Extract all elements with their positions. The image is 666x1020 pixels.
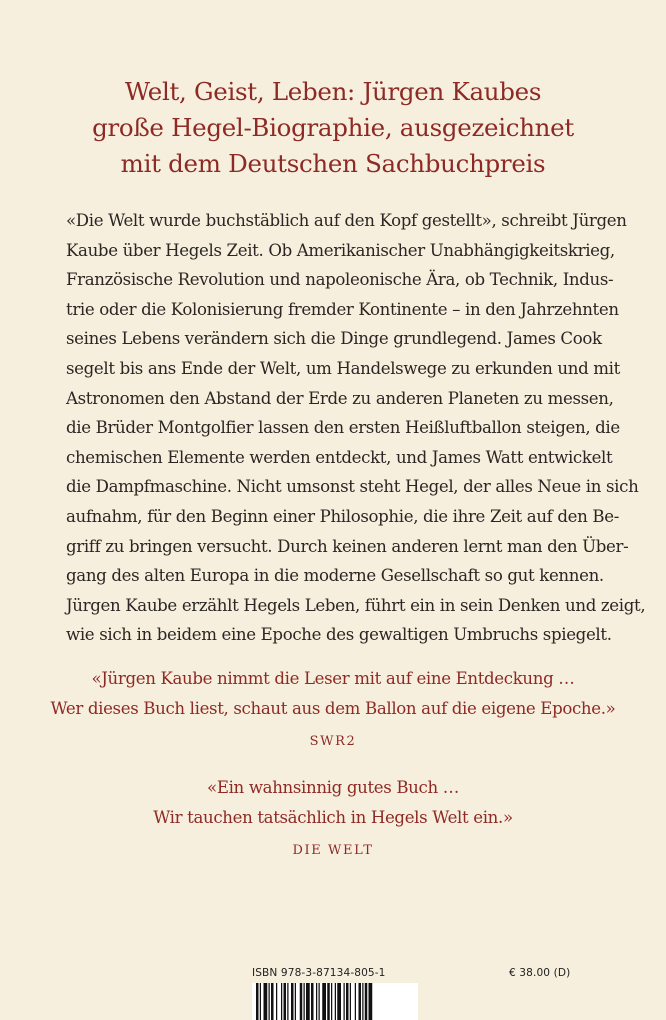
barcode-bar (281, 983, 282, 1020)
review-quote-swr2 (40, 664, 626, 757)
barcode-bar (355, 983, 356, 1020)
blurb-line: seines Lebens verändern sich die Dinge grundlegend. James Cook (66, 329, 602, 349)
barcode-bar (335, 983, 336, 1020)
barcode-bar (316, 983, 317, 1020)
blurb-line: «Die Welt wurde buchstäblich auf den Kopf gestellt», schreibt Jürgen (66, 211, 627, 230)
barcode-bar (256, 983, 259, 1020)
barcode-bar (291, 983, 294, 1020)
quote-source: DIE WELT (292, 843, 374, 859)
barcode-bar (319, 983, 320, 1020)
barcode-bar (264, 983, 268, 1020)
headline-line: Welt, Geist, Leben: Jürgen Kaubes (124, 77, 542, 106)
quote-line: Wer dieses Buch liest, schaut aus dem Ballon auf die eigene Epoche.» (50, 698, 616, 718)
barcode-bar (284, 983, 287, 1020)
blurb-line: gang des alten Europa in die moderne Gesellschaft so gut kennen. (66, 566, 604, 586)
barcode-bar (269, 983, 270, 1020)
blurb-line: aufnahm, für den Beginn einer Philosophie, die ihre Zeit auf den Be- (66, 506, 619, 526)
barcode-bar (350, 983, 351, 1020)
barcode-bar (327, 983, 330, 1020)
barcode-bar (271, 983, 274, 1020)
barcode-bar (344, 983, 345, 1020)
quote-line: Wir tauchen tatsächlich in Hegels Welt ein.» (153, 807, 513, 827)
barcode-bar (276, 983, 277, 1020)
blurb-line: die Brüder Montgolfier lassen den ersten Heißluftballon steigen, die (66, 418, 620, 438)
headline-line: mit dem Deutschen Sachbuchpreis (120, 149, 546, 178)
barcode-bar (260, 983, 261, 1020)
barcode-bar (300, 983, 303, 1020)
barcode-bar (365, 983, 368, 1020)
blurb-line: chemischen Elemente werden entdeckt, und James Watt entwickelt (66, 447, 613, 467)
isbn-number: ISBN 978-3-87134-805-1 (252, 967, 386, 979)
isbn-price-line (252, 967, 610, 979)
barcode-icon (252, 983, 418, 1020)
barcode-bar (311, 983, 314, 1020)
blurb-text (66, 206, 646, 650)
quote-line: «Ein wahnsinnig gutes Buch … (207, 778, 459, 797)
review-quote-die-welt (40, 773, 626, 866)
headline-line: große Hegel-Biographie, ausgezeichnet (92, 113, 574, 142)
barcode-bar (295, 983, 296, 1020)
blurb-line: Französische Revolution und napoleonische Ära, ob Technik, Indus- (66, 270, 614, 290)
blurb-line: die Dampfmaschine. Nicht umsonst steht Hegel, der alles Neue in sich (66, 477, 639, 497)
blurb-line: Kaube über Hegels Zeit. Ob Amerikanischer Unabhängigkeitskrieg, (66, 240, 615, 260)
blurb-line: segelt bis ans Ende der Welt, um Handelswege zu erkunden und mit (66, 358, 620, 378)
blurb-line: Astronomen den Abstand der Erde zu anderen Planeten zu messen, (66, 388, 614, 408)
blurb-line: trie oder die Kolonisierung fremder Kontinente – in den Jahrzehnten (66, 299, 619, 319)
barcode-bar (331, 983, 332, 1020)
barcode-bar (287, 983, 288, 1020)
quote-source: SWR2 (309, 734, 357, 750)
barcode-bar (362, 983, 363, 1020)
barcode-bar (304, 983, 305, 1020)
price: € 38.00 (D) (509, 967, 571, 979)
barcode-bar (346, 983, 349, 1020)
barcode-bar (359, 983, 362, 1020)
blurb-line: wie sich in beidem eine Epoche des gewaltigen Umbruchs spiegelt. (66, 625, 612, 645)
quote-line: «Jürgen Kaube nimmt die Leser mit auf eine Entdeckung … (91, 669, 575, 688)
barcode-bar (322, 983, 326, 1020)
barcode-bar (337, 983, 341, 1020)
blurb-line: Jürgen Kaube erzählt Hegels Leben, führt ein in sein Denken und zeigt, (66, 595, 646, 615)
barcode-graphic (252, 983, 418, 1020)
headline (20, 74, 646, 182)
blurb-line: griff zu bringen versucht. Durch keinen anderen lernt man den Über- (66, 536, 629, 556)
barcode-bar (369, 983, 373, 1020)
barcode-bar (306, 983, 310, 1020)
